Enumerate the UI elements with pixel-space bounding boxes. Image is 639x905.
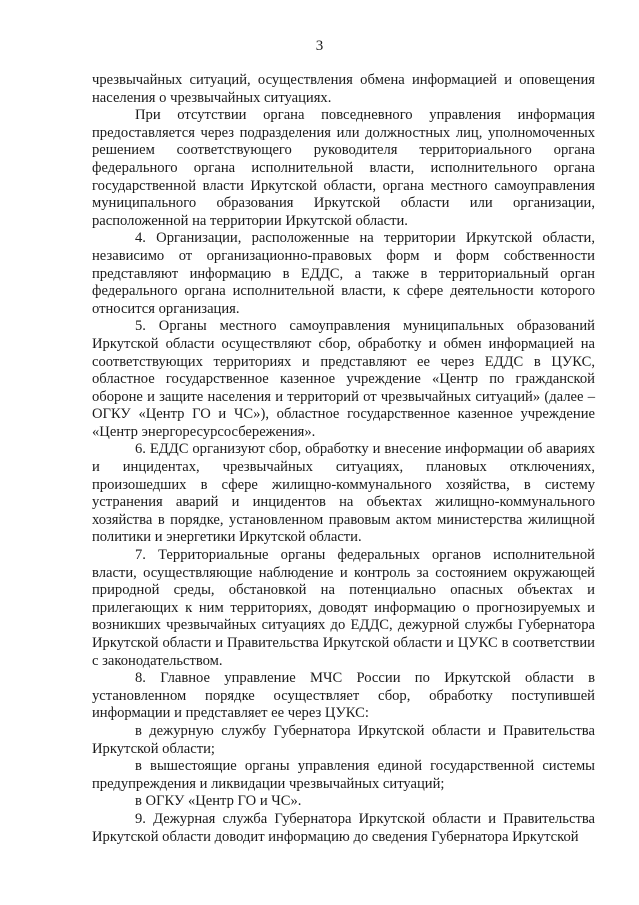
paragraph-continuation: чрезвычайных ситуаций, осуществления обмена информацией и оповещения населения о чрезвычайных ситуациях.: [92, 72, 595, 106]
paragraph-item-9: 9. Дежурная служба Губернатора Иркутской области и Правительства Иркутской области доводит информацию до сведения Губернатора Иркутской: [92, 810, 595, 845]
paragraph-item-5: 5. Органы местного самоуправления муниципальных образований Иркутской области осуществляют сбор, обработку и обмен информацией на соответствующих территориях и представляют ее через ЕДДС в ЦУКС, областное государственное казенное учреждение «Центр по гражданской обороне и защите населения и территорий от чрезвычайных ситуаций» (далее – ОГКУ «Центр ГО и ЧС»), областное государственное казенное учреждение «Центр энергоресурсосбережения».: [92, 318, 595, 440]
paragraph-item-8: 8. Главное управление МЧС России по Иркутской области в установленном порядке осуществляет сбор, обработку поступившей информации и представляет ее через ЦУКС:: [92, 670, 595, 722]
paragraph-reporting-fallback: При отсутствии органа повседневного управления информация предоставляется через подразделения или должностных лиц, уполномоченных решением соответствующего руководителя территориального органа федерального органа исполнительной власти, исполнительного органа государственной власти Иркутской области, органа местного самоуправления муниципального образования Иркутской области или организации, расположенной на территории Иркутской области.: [92, 107, 595, 229]
list-item-higher-authorities: в вышестоящие органы управления единой государственной системы предупреждения и ликвидации чрезвычайных ситуаций;: [92, 758, 595, 792]
document-body: [92, 72, 595, 846]
paragraph-item-7: 7. Территориальные органы федеральных органов исполнительной власти, осуществляющие наблюдение и контроль за состоянием окружающей природной среды, обстановкой на потенциально опасных объектах и прилегающих к ним территориях, доводят информацию о прогнозируемых и возникших чрезвычайных ситуациях до ЕДДС, дежурной службы Губернатора Иркутской области и Правительства Иркутской области и ЦУКС в соответствии с законодательством.: [92, 547, 595, 669]
list-item-center-go-chs: в ОГКУ «Центр ГО и ЧС».: [135, 793, 302, 810]
page-number: 3: [315, 38, 324, 54]
paragraph-item-6: 6. ЕДДС организуют сбор, обработку и внесение информации об авариях и инцидентах, чрезвычайных ситуациях, плановых отключениях, произошедших в сфере жилищно-коммунального хозяйства, в систему устранения аварий и инцидентов на объектах жилищно-коммунального хозяйства в порядке, установленном правовым актом министерства жилищной политики и энергетики Иркутской области.: [92, 441, 595, 546]
list-item-governor-duty-service: в дежурную службу Губернатора Иркутской области и Правительства Иркутской области;: [92, 722, 595, 757]
paragraph-item-4: 4. Организации, расположенные на территории Иркутской области, независимо от организационно-правовых форм и форм собственности представляют информацию в ЕДДС, а также в территориальный орган федерального органа исполнительной власти, к сфере деятельности которого относится организация.: [92, 230, 595, 317]
